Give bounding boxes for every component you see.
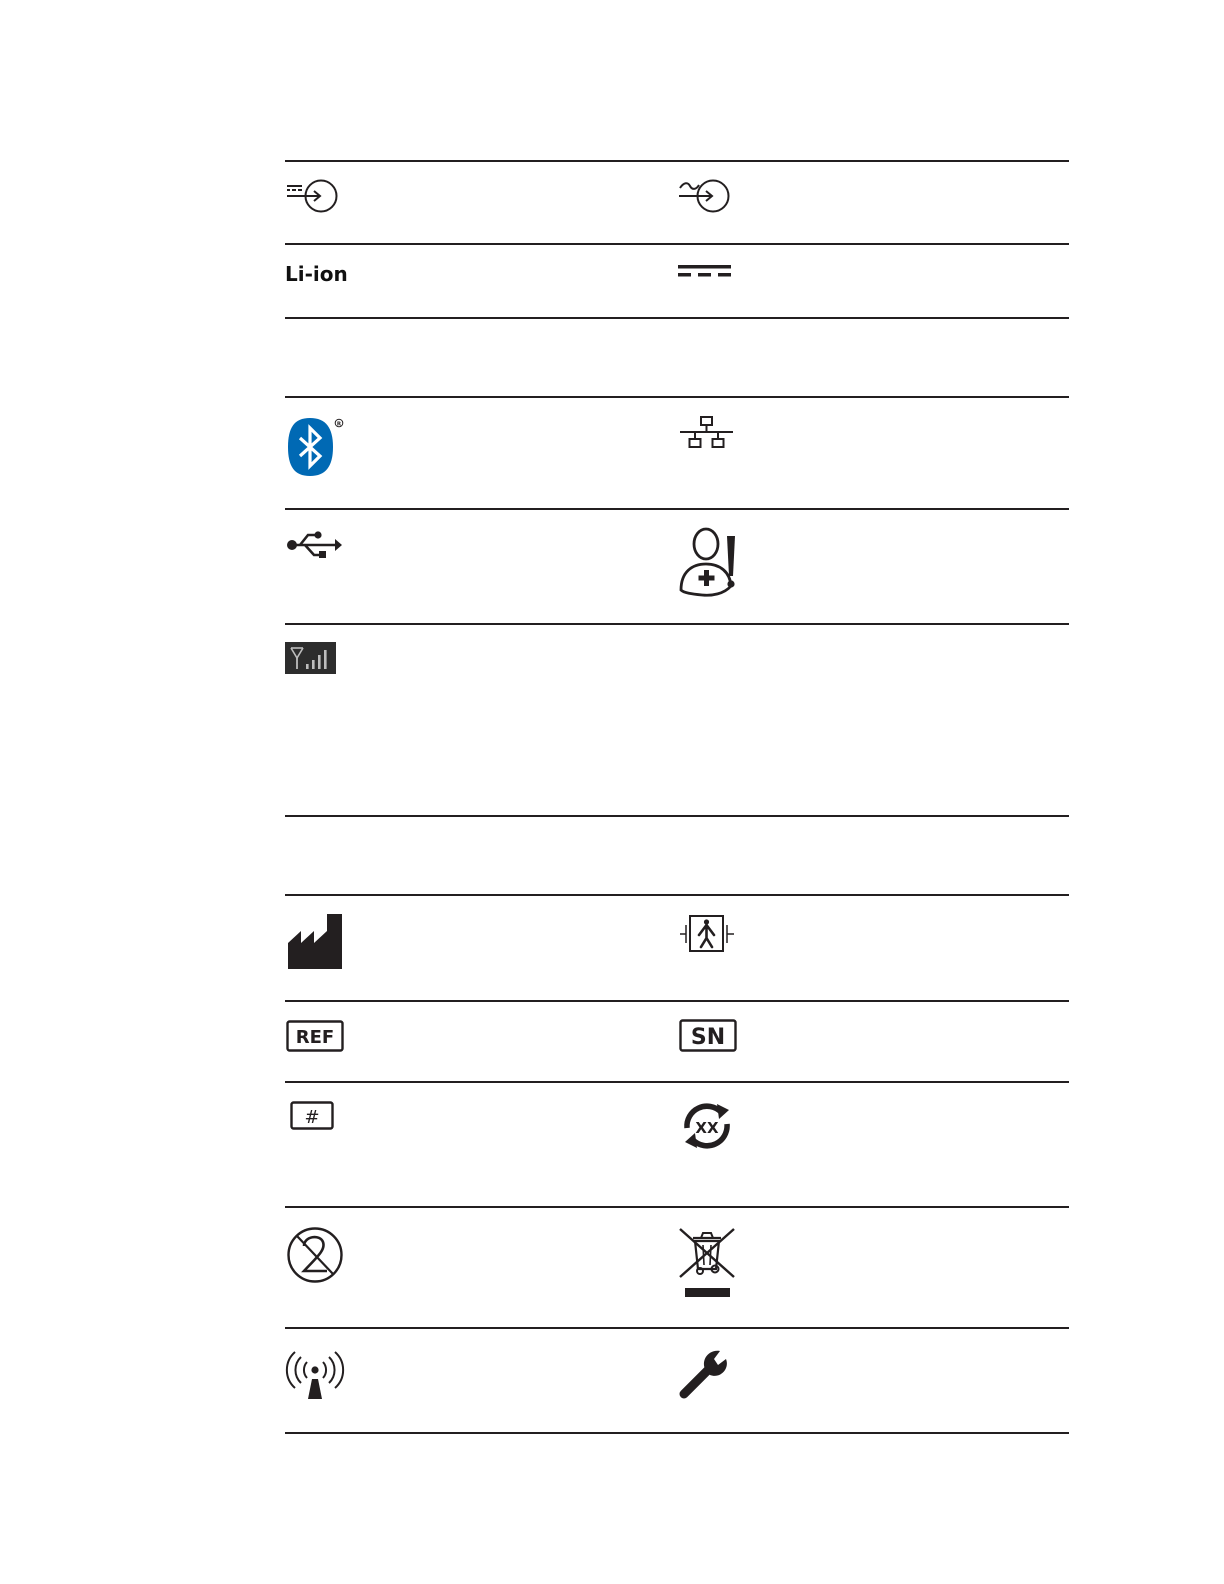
usb-icon — [286, 529, 344, 563]
table-rule — [285, 815, 1069, 817]
defibrillation-proof-type-bf-icon — [679, 914, 735, 954]
lot-box-label: # — [304, 1107, 320, 1128]
weee-icon — [678, 1227, 736, 1299]
table-rule — [285, 508, 1069, 510]
table-rule — [285, 1327, 1069, 1329]
network-icon — [679, 415, 735, 451]
table-rule — [285, 894, 1069, 896]
manufacturer-icon — [287, 913, 343, 971]
reference-number-icon — [286, 1020, 344, 1052]
table-rule — [285, 396, 1069, 398]
do-not-reuse-icon — [286, 1226, 344, 1284]
serial-number-icon — [679, 1019, 737, 1052]
battery-chemistry-label: Li-ion — [285, 262, 348, 286]
bluetooth-icon — [286, 416, 346, 478]
non-ionizing-radiation-icon — [286, 1348, 344, 1400]
table-rule — [285, 317, 1069, 319]
table-rule — [285, 623, 1069, 625]
ac-input-icon — [678, 176, 732, 216]
wrench-icon — [678, 1347, 734, 1401]
call-for-help-icon — [678, 526, 740, 598]
lot-number-icon — [290, 1101, 335, 1131]
reference-box-label: REF — [295, 1027, 335, 1048]
pollution-control-icon — [679, 1100, 735, 1152]
table-rule — [285, 1081, 1069, 1083]
pollution-period-label: XX — [695, 1119, 719, 1137]
dc-input-icon — [286, 176, 340, 216]
table-rule — [285, 1000, 1069, 1002]
table-rule — [285, 160, 1069, 162]
table-rule — [285, 243, 1069, 245]
table-rule — [285, 1432, 1069, 1434]
serial-box-label: SN — [690, 1025, 726, 1050]
svg-text:R: R — [336, 421, 342, 428]
direct-current-icon — [678, 264, 732, 280]
signal-strength-icon — [285, 642, 336, 674]
table-rule — [285, 1206, 1069, 1208]
